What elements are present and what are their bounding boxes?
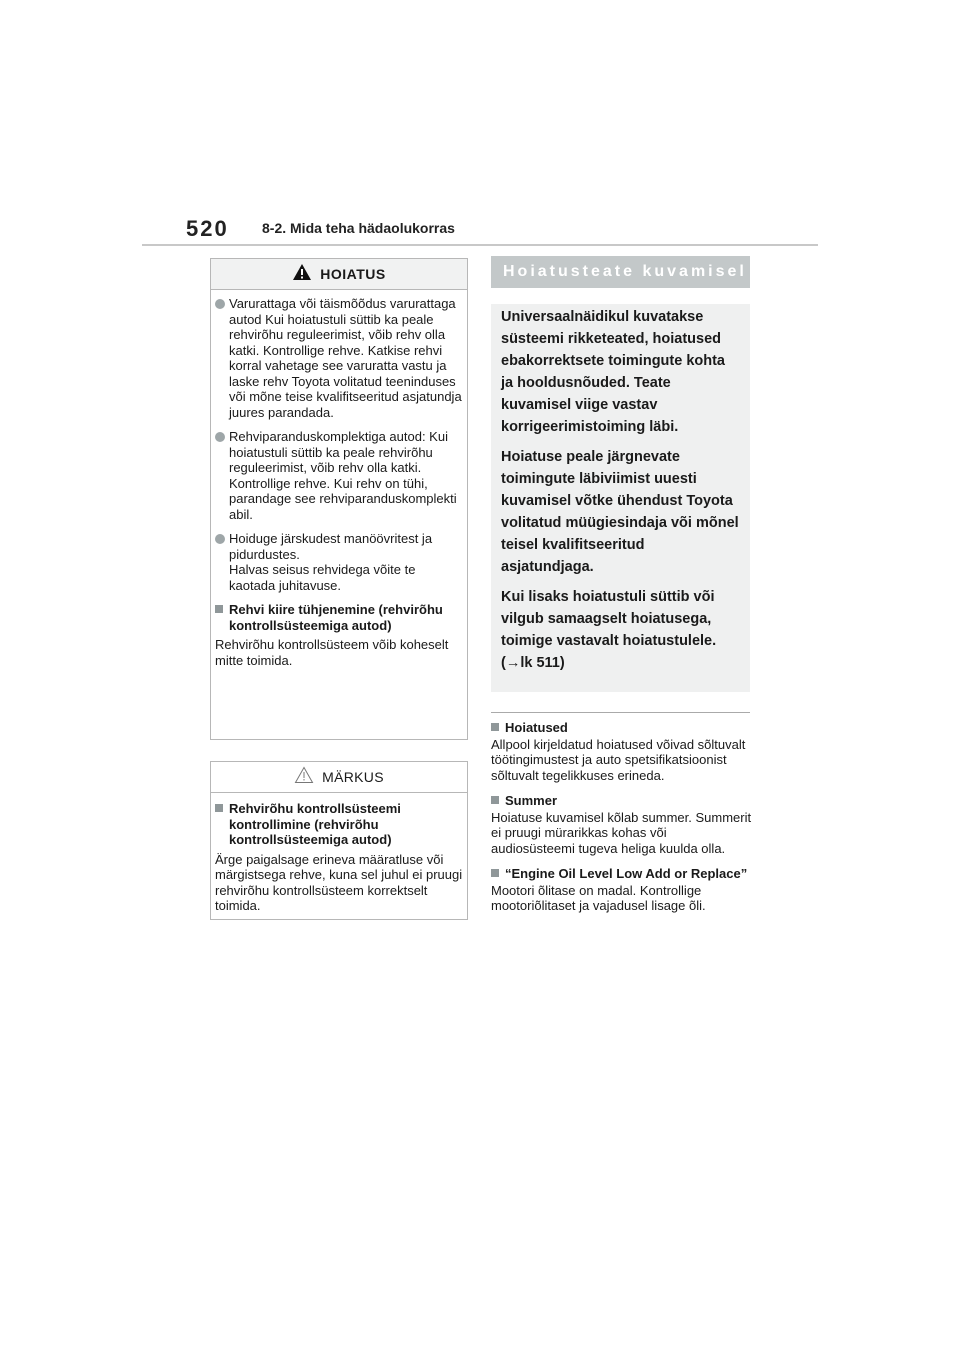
section-text: Mootori õlitase on madal. Kontrollige mootoriõlitaset ja vajadusel lisage õli. [491,882,706,913]
info-paragraph: Hoiatuse peale järgnevate toimingute läbiviimist uuesti kuvamisel võtke ühendust Toyota volitatud müügiesindaja või mõnel teisel kvalifitseeritud asjatundjaga. [501,449,739,575]
section-banner: Hoiatusteate kuvamisel [491,256,750,288]
warning-bullet-text: Hoiduge järskudest manöövritest ja pidurdustes. [229,531,433,562]
caution-triangle-icon [294,766,314,789]
warning-bullet [215,429,463,522]
warning-box [210,258,468,740]
warning-triangle-icon [292,263,312,286]
square-bullet-icon [491,723,499,731]
square-bullet-icon [215,804,223,812]
section-heading [491,720,753,736]
section-heading-text: Summer [505,793,558,808]
section-heading-text: “Engine Oil Level Low Add or Replace” [505,866,748,881]
square-bullet-icon [491,869,499,877]
notice-box-title: MÄRKUS [322,769,384,785]
section-text: Hoiatuse kuvamisel kõlab summer. Summerit ei pruugi mürarikkas kohas või audiosüsteemi tugeva heliga kuulda olla. [491,809,752,856]
right-sections [491,718,753,924]
section-heading [491,793,753,809]
page-number: 520 [186,216,229,241]
warning-bullet [215,531,463,593]
bullet-dot-icon [215,432,225,442]
notice-subheading [215,801,463,848]
square-bullet-icon [491,796,499,804]
header-divider [142,244,818,246]
notice-box [210,761,468,920]
section-text: Allpool kirjeldatud hoiatused võivad sõltuvalt töötingimustest ja auto spetsifikatsioonist sõltuvalt tegelikkuses erineda. [491,736,746,783]
bullet-dot-icon [215,534,225,544]
info-paragraph: Kui lisaks hoiatustuli süttib või vilgub samaagselt hoiatusega, toimige vastavalt hoiatustulele. (→lk 511) [501,589,717,671]
warning-bullet-text: Rehviparanduskomplektiga autod: Kui hoiatustuli süttib ka peale rehvirõhu reguleerimist, võib rehv olla katki. Kontrollige rehve. Kui rehv on tühi, parandage see rehviparanduskomplekti abil. [229,429,457,522]
right-divider [491,712,750,713]
section-title: 8-2. Mida teha hädaolukorras [262,220,455,236]
warning-bullet [215,296,463,420]
warning-subheading [215,602,463,633]
warning-bullet-text: Varurattaga või täismõõdus varurattaga autod Kui hoiatustuli süttib ka peale rehvirõhu reguleerimist, võib rehv olla katki. Kontrollige rehve. Katkise rehvi korral vahetage see varuratta vastu ja laske rehv Toyota volitatud teeninduses või mõne teise kvalifitseeritud asjatundja juures parandada. [229,296,462,420]
section-heading-text: Hoiatused [505,720,568,735]
notice-text: Ärge paigalsage erineva määratluse või märgistsega rehve, kuna sel juhul ei pruugi rehvirõhu kontrollsüsteem korrektselt toimida. [215,851,463,913]
section-heading [491,866,753,882]
bullet-dot-icon [215,299,225,309]
info-box [491,304,750,692]
warning-box-title: HOIATUS [320,266,386,282]
notice-box-header [211,762,467,793]
warning-box-header [211,259,467,290]
warning-bullet-text: Halvas seisus rehvidega võite te kaotada juhitavuse. [229,562,416,593]
notice-subheading-text: Rehvirõhu kontrollsüsteemi kontrollimine (rehvirõhu kontrollsüsteemiga autod) [229,801,401,847]
info-paragraph: Universaalnäidikul kuvatakse süsteemi rikketeated, hoiatused ebakorrektsete toimingute kohta ja hooldusnõuded. Teate kuvamisel viige vastav korrigeerimistoiming läbi. [501,309,725,435]
square-bullet-icon [215,605,223,613]
warning-subheading-text: Rehvi kiire tühjenemine (rehvirõhu kontrollsüsteemiga autod) [229,602,443,633]
warning-subtext: Rehvirõhu kontrollsüsteem võib koheselt mitte toimida. [215,637,449,668]
